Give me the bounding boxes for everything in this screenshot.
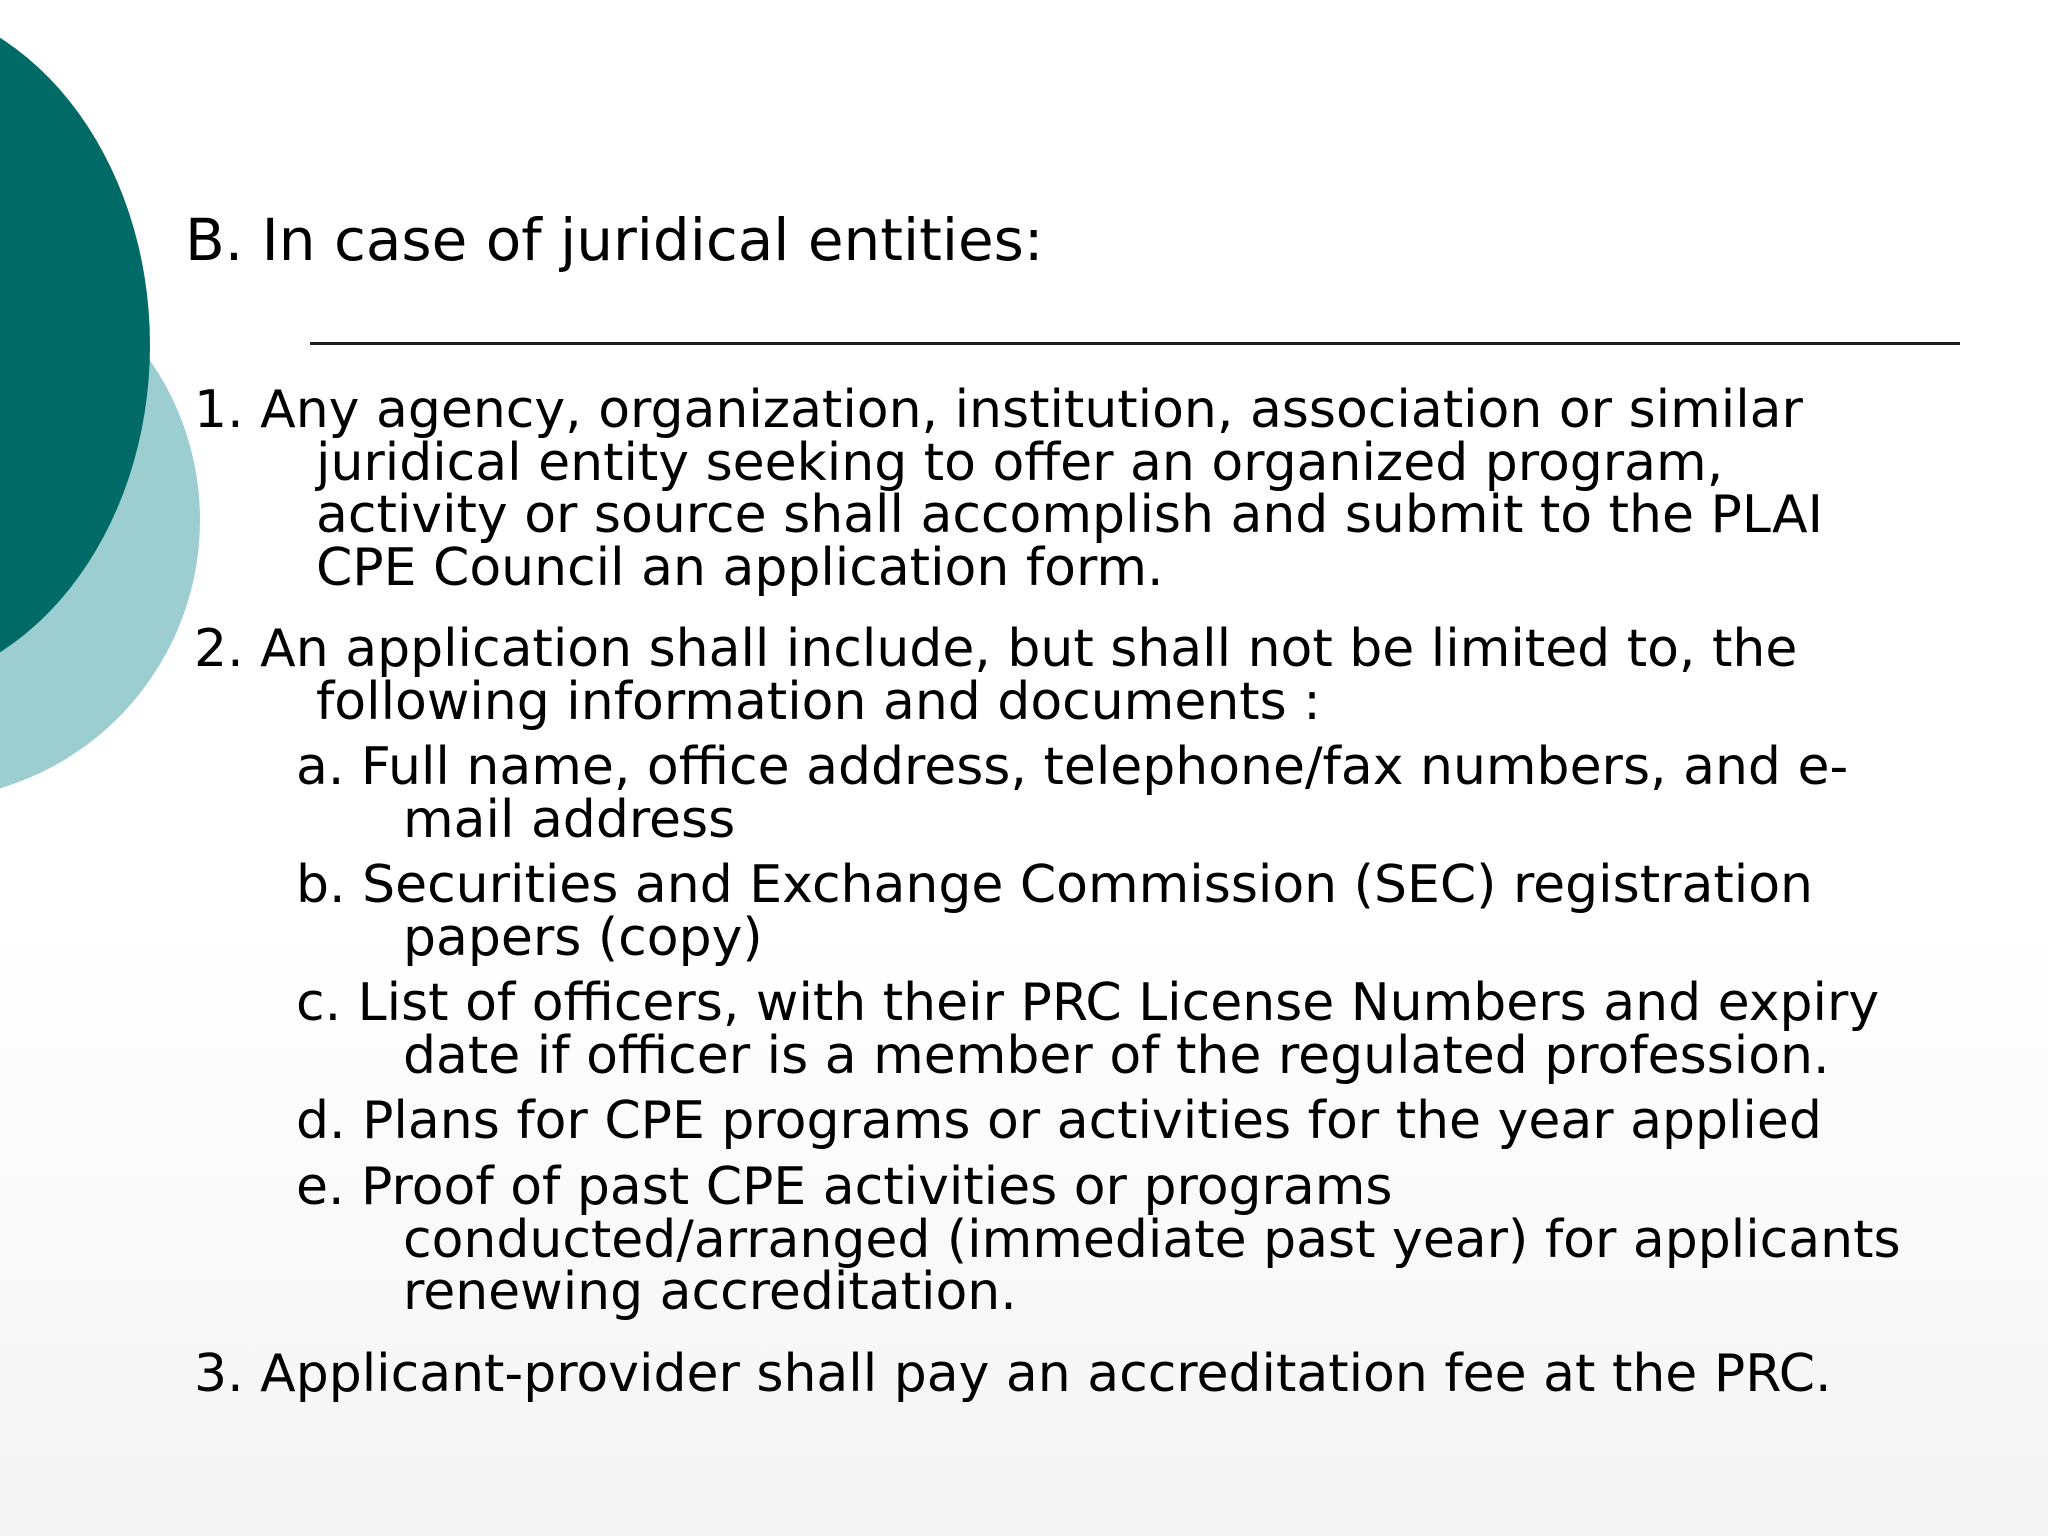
- sub-item-line: c. List of officers, with their PRC License Numbers and expiry: [296, 973, 1880, 1033]
- list-item-line: following information and documents :: [316, 671, 1321, 732]
- list-item-line: activity or source shall accomplish and submit to the PLAI: [316, 485, 1823, 545]
- sub-item-line: mail address: [403, 789, 736, 850]
- sub-item-line: b. Securities and Exchange Commission (SEC) registration: [296, 855, 1813, 915]
- list-item-line: 3. Applicant-provider shall pay an accreditation fee at the PRC.: [194, 1344, 1832, 1404]
- sub-item-line: papers (copy): [403, 907, 763, 968]
- sub-item-line: renewing accreditation.: [403, 1262, 1017, 1322]
- sub-item-line: conducted/arranged (immediate past year) for applicants: [403, 1209, 1901, 1270]
- sub-item-line: date if officer is a member of the regulated profession.: [403, 1025, 1830, 1086]
- list-item-line: CPE Council an application form.: [316, 537, 1164, 598]
- sub-item-line: d. Plans for CPE programs or activities for the year applied: [296, 1091, 1822, 1151]
- list-item-2: [194, 619, 1798, 732]
- list-item-line: 2. An application shall include, but shall not be limited to, the: [194, 619, 1798, 679]
- sub-item-e: [296, 1157, 1901, 1322]
- list-item-line: juridical entity seeking to offer an organized program,: [316, 432, 1724, 493]
- list-item-line: 1. Any agency, organization, institution, association or similar: [194, 380, 1803, 440]
- slide-title: B. In case of juridical entities:: [185, 206, 1044, 274]
- sub-item-line: a. Full name, office address, telephone/fax numbers, and e-: [296, 737, 1849, 797]
- title-divider-line: [310, 342, 1960, 345]
- sub-item-a: [296, 737, 1849, 850]
- list-item-3: [194, 1344, 1832, 1404]
- sub-item-d: [296, 1091, 1822, 1151]
- sub-item-c: [296, 973, 1880, 1086]
- sub-item-b: [296, 855, 1813, 968]
- sub-item-line: e. Proof of past CPE activities or programs: [296, 1157, 1393, 1217]
- list-item-1: [194, 380, 1823, 598]
